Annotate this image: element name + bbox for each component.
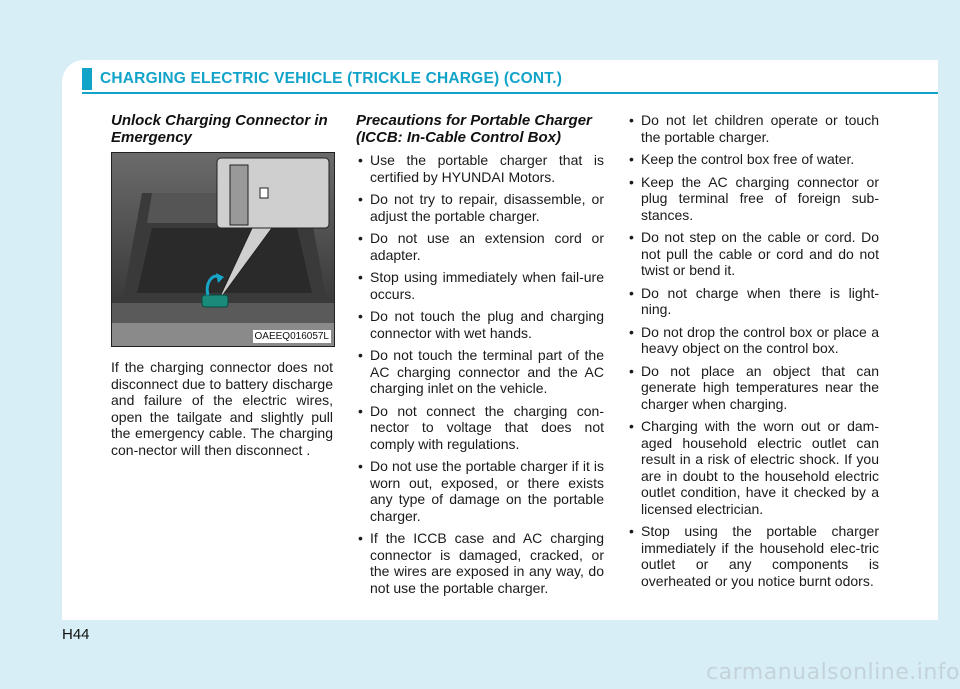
bullet-icon: • bbox=[358, 269, 363, 285]
list-item: • Do not use an extension cord or adapter. bbox=[358, 230, 604, 263]
section-header-rule bbox=[82, 92, 938, 94]
list-item: • Do not drop the control box or place a heavy object on the control box. bbox=[629, 323, 879, 356]
bullet-icon: • bbox=[629, 151, 634, 167]
list-item: • Do not try to repair, disassemble, or adjust the portable charger. bbox=[358, 191, 604, 224]
bullet-icon: • bbox=[629, 284, 634, 301]
trunk-image bbox=[112, 153, 334, 346]
bullet-icon: • bbox=[358, 402, 363, 419]
bullet-icon: • bbox=[358, 191, 363, 207]
column-middle bbox=[356, 112, 604, 602]
bullet-icon: • bbox=[358, 230, 363, 246]
list-item: • Stop using the portable charger immediately if the household elec-tric outlet or any components is overheated or you notice burnt odors. bbox=[629, 523, 879, 589]
bullet-icon: • bbox=[358, 347, 363, 363]
bullet-icon: • bbox=[629, 523, 634, 539]
bullet-icon: • bbox=[358, 152, 363, 168]
bullet-icon: • bbox=[629, 112, 634, 128]
list-item: • Charging with the worn out or dam-aged household electric outlet can result in a risk of electric shock. If you are in doubt to the household electric outlet condition, have it checked by a licensed electrician. bbox=[629, 418, 879, 517]
precautions-list-2 bbox=[627, 112, 879, 589]
bullet-icon: • bbox=[358, 458, 363, 474]
list-item: • Do not touch the terminal part of the AC charging connector and the AC charging inlet on the vehicle. bbox=[358, 347, 604, 396]
list-item: • Do not connect the charging con-nector to voltage that does not comply with regulations. bbox=[358, 402, 604, 452]
list-item: • Do not touch the plug and charging connector with wet hands. bbox=[358, 308, 604, 341]
list-item: • Do not use the portable charger if it is worn out, exposed, or there exists any type of damage on the portable charger. bbox=[358, 458, 604, 524]
list-item: • If the ICCB case and AC charging connector is damaged, cracked, or the wires are exposed in any way, do not use the portable charger. bbox=[358, 530, 604, 596]
page-number: H44 bbox=[62, 626, 90, 643]
section-title: CHARGING ELECTRIC VEHICLE (TRICKLE CHARGE) (CONT.) bbox=[100, 70, 563, 87]
bullet-icon: • bbox=[629, 173, 634, 190]
list-item: • Keep the AC charging connector or plug terminal free of foreign sub-stances. bbox=[629, 173, 879, 223]
bullet-icon: • bbox=[629, 362, 634, 379]
list-item: • Do not step on the cable or cord. Do not pull the cable or cord and do not twist or bend it. bbox=[629, 229, 879, 278]
section-header-marker bbox=[82, 68, 92, 90]
bullet-icon: • bbox=[629, 229, 634, 245]
emergency-unlock-paragraph: If the charging connector does not disconnect due to battery discharge and failure of the electric wires, open the tailgate and slightly pull the emergency cable. The charging con-nector will then disconnect . bbox=[111, 359, 333, 458]
list-item: • Use the portable charger that is certified by HYUNDAI Motors. bbox=[358, 152, 604, 185]
bullet-icon: • bbox=[358, 308, 363, 324]
column-right bbox=[627, 112, 879, 595]
bullet-icon: • bbox=[629, 323, 634, 340]
list-item: • Do not charge when there is light-ning. bbox=[629, 284, 879, 317]
list-item: • Stop using immediately when fail-ure occurs. bbox=[358, 269, 604, 302]
figure-code: OAEEQ016057L bbox=[254, 331, 329, 342]
watermark: carmanualsonline.info bbox=[706, 660, 960, 685]
subsection-heading-precautions: Precautions for Portable Charger (ICCB: In-Cable Control Box) bbox=[356, 112, 592, 146]
bullet-icon: • bbox=[358, 530, 363, 546]
subsection-heading-emergency-unlock: Unlock Charging Connector in Emergency bbox=[111, 112, 328, 146]
list-item: • Do not place an object that can generate high temperatures near the charger when charging. bbox=[629, 362, 879, 412]
list-item: • Do not let children operate or touch the portable charger. bbox=[629, 112, 879, 145]
bullet-icon: • bbox=[629, 418, 634, 434]
column-left bbox=[111, 112, 333, 458]
trunk-illustration bbox=[111, 152, 335, 347]
list-item: • Keep the control box free of water. bbox=[629, 151, 855, 167]
precautions-list-1 bbox=[356, 152, 604, 596]
